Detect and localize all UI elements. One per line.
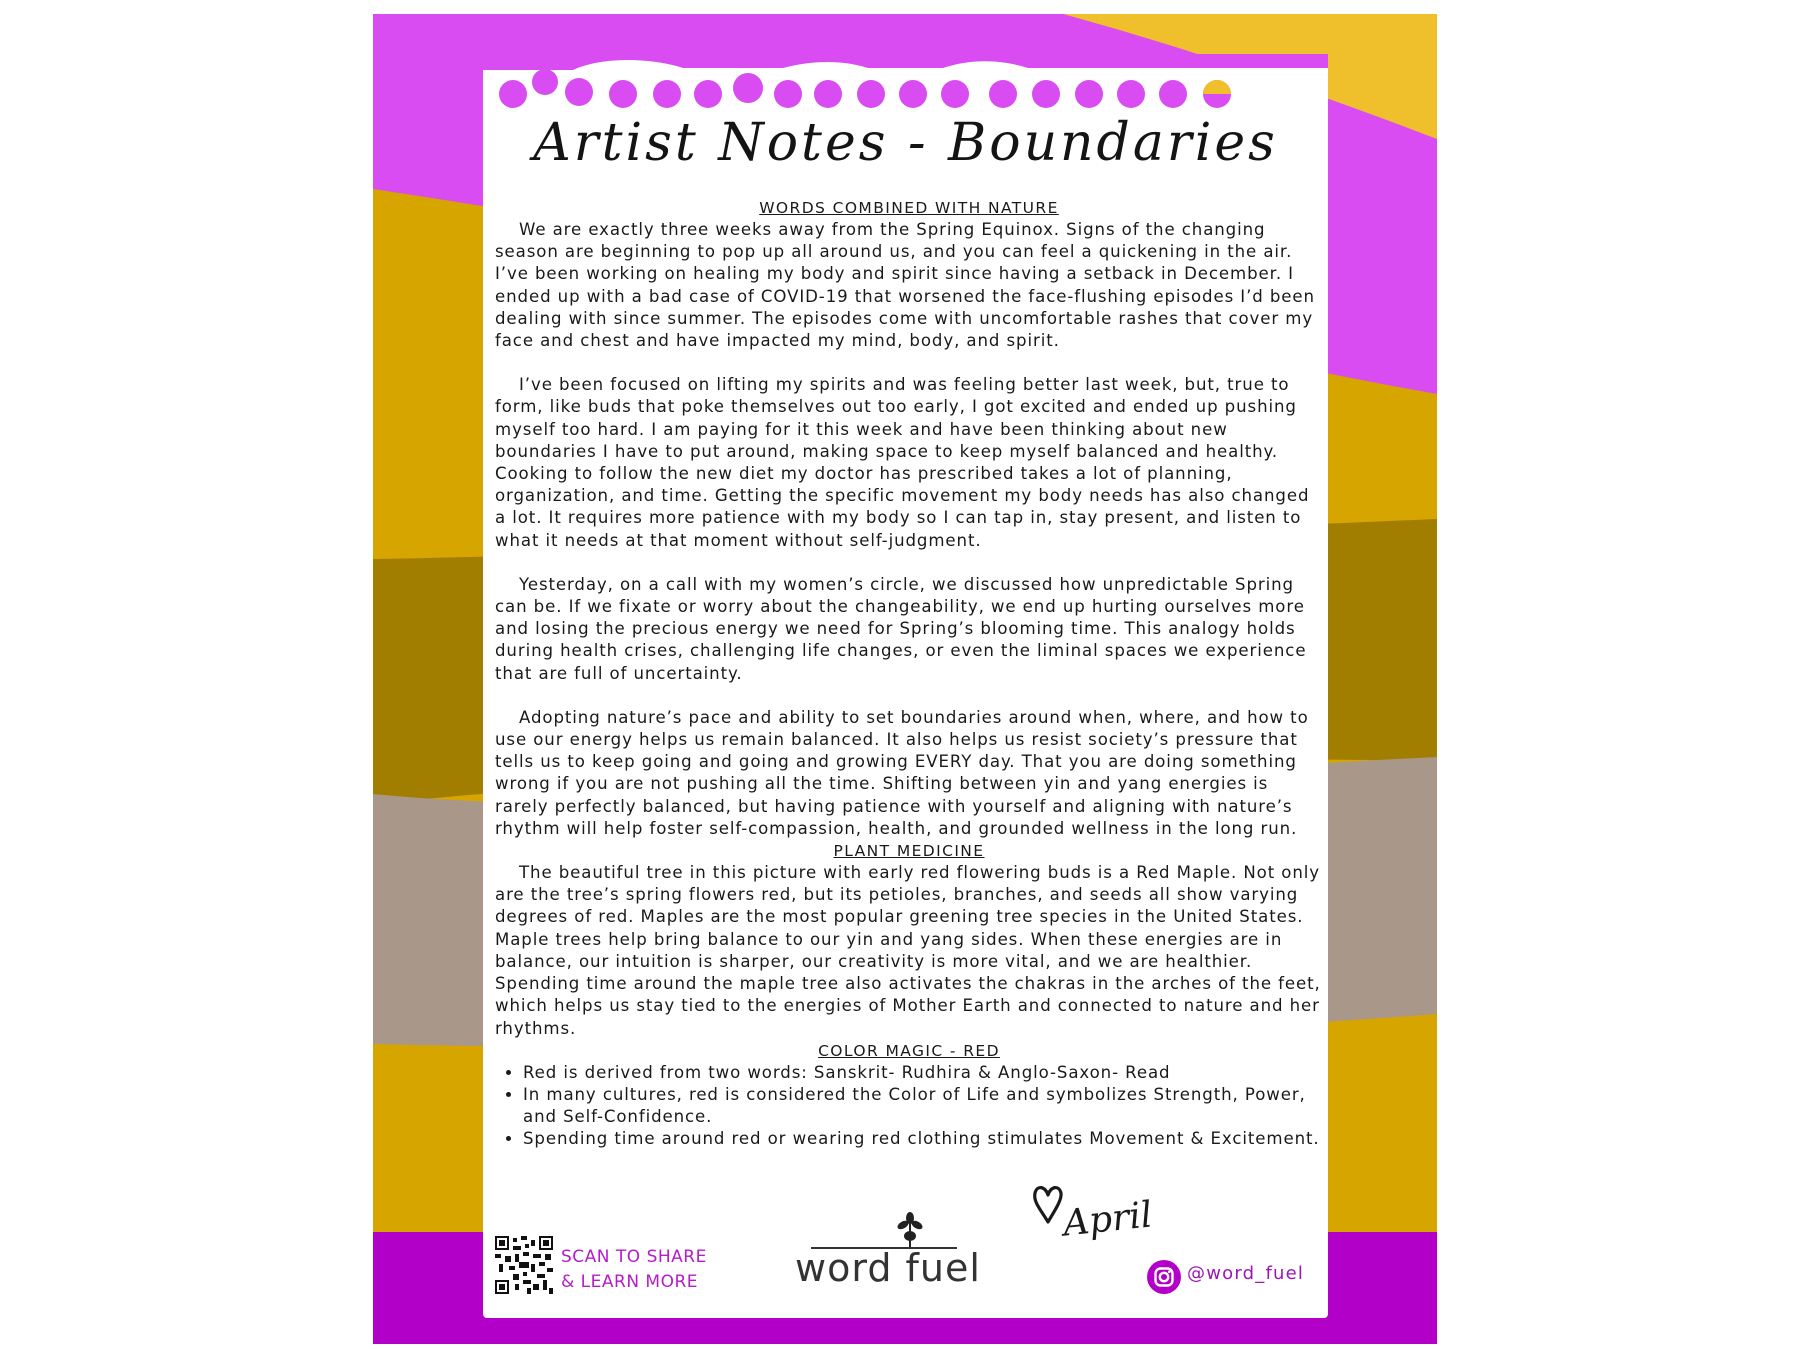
scan-to-share-text <box>561 1245 707 1295</box>
flyer-poster <box>373 14 1437 1344</box>
color-magic-list <box>495 1062 1323 1151</box>
section-heading-plant-medicine: PLANT MEDICINE <box>833 842 985 861</box>
qr-code-icon[interactable] <box>495 1236 553 1294</box>
article-body <box>495 197 1323 1151</box>
signature-april: April <box>1061 1194 1155 1245</box>
paragraph-spring-equinox: We are exactly three weeks away from the Spring Equinox. Signs of the changing season are beginning to pop up all around us, and you can feel a quickening in the air. I’ve been working on healing my body and spirit since having a setback in December. I ended up with a bad case of COVID-19 that worsened the face-flushing episodes I’d been dealing with since summer. The episodes come with uncomfortable rashes that cover my face and chest and have impacted my mind, body, and spirit. <box>495 220 1315 351</box>
heart-icon <box>1031 1182 1065 1226</box>
section-heading-color-magic: COLOR MAGIC - RED <box>818 1041 1000 1060</box>
section-heading-words-nature: WORDS COMBINED WITH NATURE <box>759 199 1059 217</box>
sprout-icon <box>895 1212 925 1248</box>
paragraph-red-maple: The beautiful tree in this picture with early red flowering buds is a Red Maple. Not only are the tree’s spring flowers red, but its petioles, branches, and seeds all show varying degrees of red. Maples are the most popular greening tree species in the United States. Maple trees help bring balance to our yin and yang sides. When these energies are in balance, our intuition is sharper, our creativity is more vital, and we are healthier. Spending time around the maple tree also activates the chakras in the arches of the feet, which helps us stay tied to the energies of Mother Earth and connected to nature and her rhythms. <box>495 863 1321 1038</box>
page-title: Artist Notes - Boundaries <box>533 113 1278 173</box>
scan-text-line-1: SCAN TO SHARE <box>561 1247 707 1267</box>
instagram-icon[interactable] <box>1147 1260 1181 1294</box>
list-item: • In many cultures, red is considered the Color of Life and symbolizes Strength, Power, and Self-Confidence. <box>523 1084 1323 1128</box>
brand-logo-text: word fuel <box>795 1246 981 1290</box>
list-item: • Spending time around red or wearing red clothing stimulates Movement & Excitement. <box>523 1128 1323 1150</box>
scan-text-line-2: & LEARN MORE <box>561 1272 699 1292</box>
note-paper <box>483 54 1328 1318</box>
paragraph-womens-circle: Yesterday, on a call with my women’s circle, we discussed how unpredictable Spring can be. If we fixate or worry about the changeability, we end up hurting ourselves more and losing the precious energy we need for Spring’s blooming time. This analogy holds during health crises, challenging life changes, or even the liminal spaces we experience that are full of uncertainty. <box>495 574 1307 683</box>
instagram-handle-link[interactable]: @word_fuel <box>1187 1263 1305 1284</box>
paragraph-natures-pace: Adopting nature’s pace and ability to set boundaries around when, where, and how to use our energy helps us remain balanced. It also helps us resist society’s pressure that tells us to keep going and going and growing EVERY day. That you are doing something wrong if you are not pushing all the time. Shifting between yin and yang energies is rarely perfectly balanced, but having patience with yourself and aligning with nature’s rhythm will help foster self-compassion, health, and grounded wellness in the long run. <box>495 707 1309 838</box>
list-item: • Red is derived from two words: Sanskrit- Rudhira & Anglo-Saxon- Read <box>523 1062 1323 1084</box>
paragraph-lifting-spirits: I’ve been focused on lifting my spirits and was feeling better last week, but, true to form, like buds that poke themselves out too early, I got excited and ended up pushing myself too hard. I am paying for it this week and have been thinking about new boundaries I have to put around, making space to keep myself balanced and healthy. Cooking to follow the new diet my doctor has prescribed takes a lot of planning, organization, and time. Getting the specific movement my body needs has also changed a lot. It requires more patience with my body so I can tap in, stay present, and listen to what it needs at that moment without self-judgment. <box>495 375 1310 550</box>
